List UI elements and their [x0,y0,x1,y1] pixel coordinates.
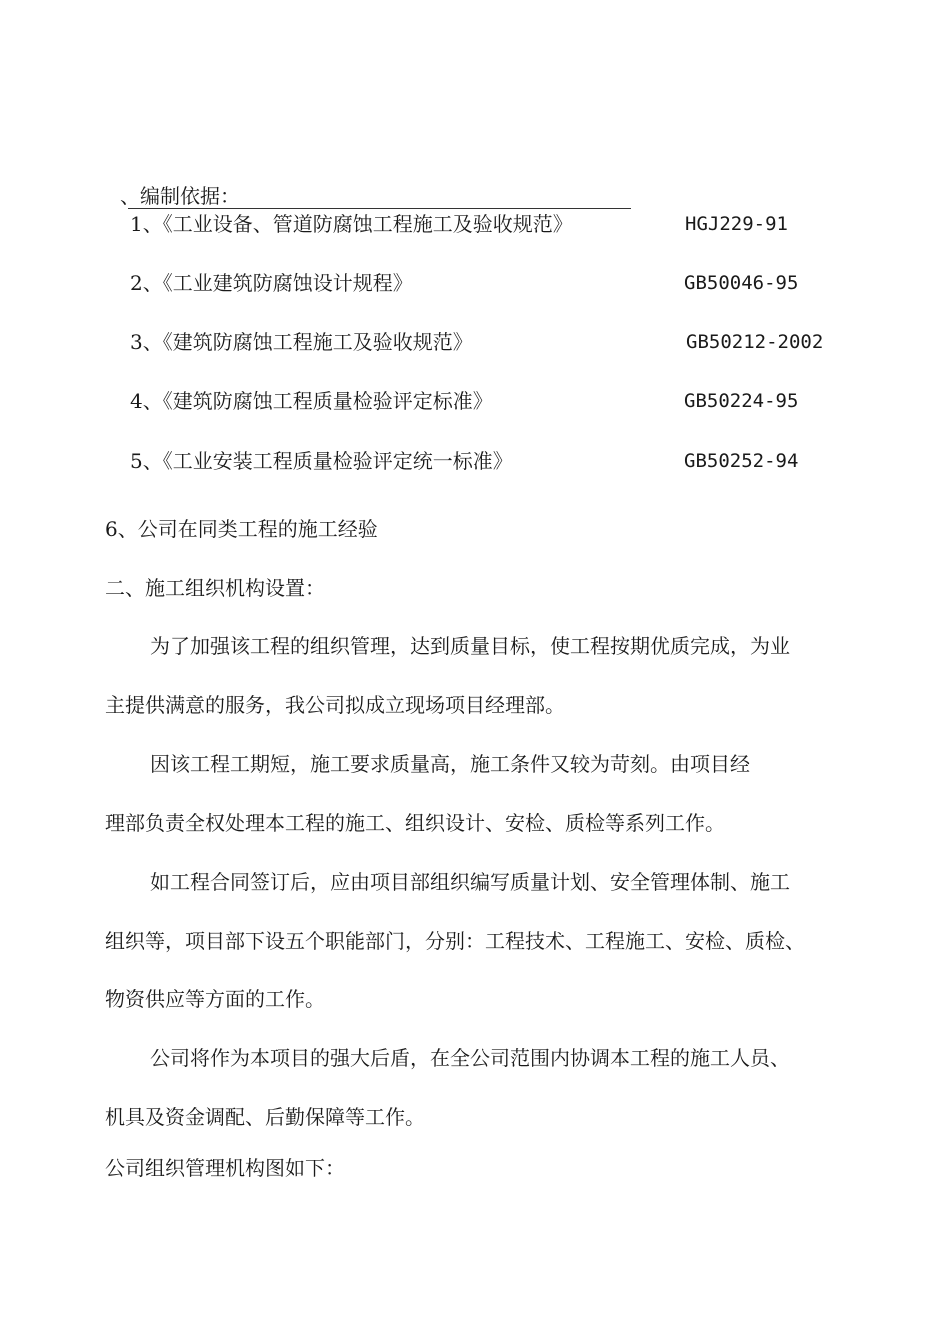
basis-item-3-code: GB50212-2002 [686,331,824,353]
basis-item-2-code: GB50046-95 [684,272,799,294]
paragraph-line: 组织等，项目部下设五个职能部门，分别：工程技术、工程施工、安检、质检、 [105,929,805,953]
section-heading-org: 二、施工组织机构设置： [105,576,325,600]
paragraph-line: 理部负责全权处理本工程的施工、组织设计、安检、质检等系列工作。 [105,811,725,835]
org-chart-caption: 公司组织管理机构图如下： [105,1156,345,1180]
paragraph-line: 为了加强该工程的组织管理，达到质量目标，使工程按期优质完成，为业 [150,634,790,658]
paragraph-line: 主提供满意的服务，我公司拟成立现场项目经理部。 [105,693,565,717]
paragraph-line: 公司将作为本项目的强大后盾，在全公司范围内协调本工程的施工人员、 [150,1046,790,1070]
basis-item-2-title: 2、《工业建筑防腐蚀设计规程》 [130,271,413,295]
paragraph-line: 物资供应等方面的工作。 [105,987,325,1011]
basis-item-5-code: GB50252-94 [684,450,799,472]
basis-item-1-clip [130,212,600,246]
basis-heading: 、编制依据： [120,184,240,208]
paragraph-line: 机具及资金调配、后勤保障等工作。 [105,1105,425,1129]
basis-item-4-code: GB50224-95 [684,390,799,412]
basis-item-4-title: 4、《建筑防腐蚀工程质量检验评定标准》 [130,389,493,413]
paragraph-line: 如工程合同签订后，应由项目部组织编写质量计划、安全管理体制、施工 [150,870,790,894]
basis-item-3-title: 3、《建筑防腐蚀工程施工及验收规范》 [130,330,473,354]
basis-item-6: 6、公司在同类工程的施工经验 [105,517,378,541]
basis-item-5-title: 5、《工业安装工程质量检验评定统一标准》 [130,449,513,473]
basis-item-1-code: HGJ229-91 [685,213,788,235]
paragraph-line: 因该工程工期短，施工要求质量高，施工条件又较为苛刻。由项目经 [150,752,750,776]
basis-item-1-title: 1、《工业设备、管道防腐蚀工程施工及验收规范》 [130,212,573,236]
heading-underline [128,208,631,209]
